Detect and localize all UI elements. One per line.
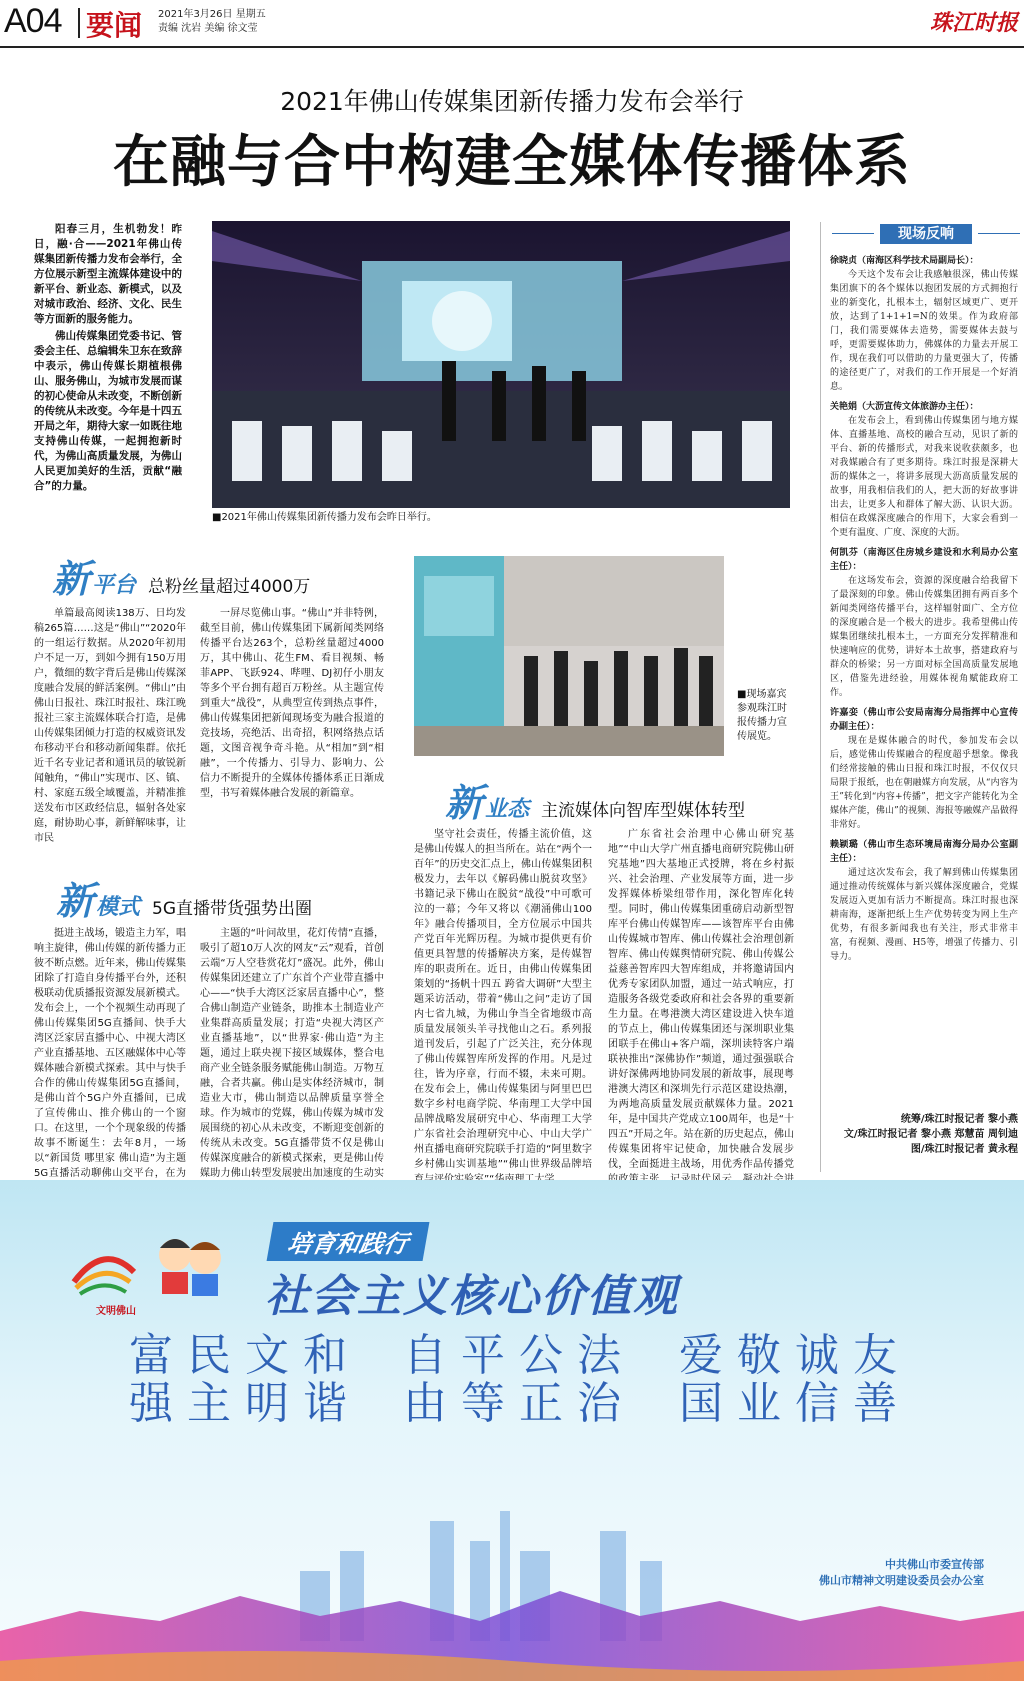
paper-logo: 珠江时报 <box>929 10 1018 36</box>
banner-sub: 培育和践行 <box>267 1222 430 1261</box>
platform-subhead <box>52 548 310 603</box>
value-word: 诚信 <box>795 1330 839 1429</box>
org-line-2: 佛山市精神文明建设委员会办公室 <box>819 1574 984 1587</box>
platform-text-2: 一屏尽览佛山事。“佛山”并非特例，截至目前，佛山传媒集团下属新闻类网络传播平台达263个，总粉丝量超过4000万，其中佛山、花生FM、看目视频、畅菲APP、飞跃924、哔哩、DJ初仔小朋友等多个平台拥有超百万粉丝。从主题宣传到重大“战役”，从典型宣传到热点事件，佛山传媒集团把新闻现场变为融合报道的竞技场，亮绝活、出奇招，积网络热点话题，文图音视争奇斗艳。从“相加”到“相融”，一个传播力、引导力、影响力、公信力不断提升的全媒体传播体系正日渐成型，书写着媒体融合发展的新篇章。 <box>200 608 384 799</box>
platform-subhead-tag: 平台 <box>92 573 137 598</box>
issue-date: 2021年3月26日 星期五 <box>158 9 266 20</box>
values-group-1 <box>122 1332 354 1428</box>
platform-col-1 <box>34 606 186 846</box>
page-number: A04 <box>4 2 62 40</box>
sidebar-body <box>830 250 1018 970</box>
photo1-caption: ■2021年佛山传媒集团新传播力发布会昨日举行。 <box>212 512 437 523</box>
kicker: 2021年佛山传媒集团新传播力发布会举行 <box>280 87 744 116</box>
business-col-1 <box>414 827 592 1169</box>
launch-event-photo <box>212 221 790 508</box>
reaction-entry <box>830 400 1018 540</box>
value-word: 富强 <box>129 1330 173 1429</box>
value-word: 文明 <box>245 1330 289 1429</box>
business-subhead-title: 主流媒体向智库型媒体转型 <box>541 801 746 821</box>
values-group-2 <box>396 1332 628 1428</box>
reaction-entry <box>830 838 1018 964</box>
sidebar-divider <box>820 222 821 1172</box>
sidebar-tag: 现场反响 <box>880 224 972 244</box>
reaction-entry <box>830 546 1018 700</box>
logo-text: 文明佛山 <box>96 1306 136 1317</box>
business-subhead-tag: 业态 <box>485 797 530 822</box>
banner-main: 社会主义核心价值观 <box>265 1271 679 1322</box>
reaction-text: 现在是媒体融合的时代，参加发布会以后，感觉佛山传媒融合的程度超乎想象。像我们经常接触的佛山日报和珠江时报，不仅仅只局限于报纸，也在朝融媒方向发展，从“内容为王”转化到“内容+传播”，把文字产能转化为全媒体产能，佛山”的视频、海报等融媒产品做得非常好。 <box>830 736 1018 830</box>
mode-subhead-title: 5G直播带货强势出圈 <box>152 899 313 919</box>
value-word: 法治 <box>577 1330 621 1429</box>
masthead-divider <box>78 8 80 38</box>
business-text-2: 广东省社会治理中心佛山研究基地”“中山大学广州直播电商研究院佛山研究基地”四大基地正式授牌，将在乡村振兴、社会治理、产业发展等方面，进一步发挥媒体桥梁纽带作用，深化智库化转型。同时，佛山传媒集团重磅启动新型智库平台佛山传媒智库——该智库平台由佛山传媒城市智库、佛山传媒社会治理创新智库、佛山传媒舆情研究院、佛山传媒公益慈善智库四大智库组成，并将邀请国内优秀专家团队加盟，通过一站式响应，打造服务各级党委政府和社会各界的重要新生力量。在粤港澳大湾区建设进入快车道的节点上，佛山传媒集团还与深圳职业集团联手在佛山+客户端，深圳读特客户端联袂推出“深佛协作”频道，通过强强联合讲好深佛两地协同发展的新故事，展现粤港澳大湾区和深圳先行示范区建设热潮，为两地高质量发展贡献媒体力量。2021年，是中国共产党成立100周年，也是“十四五”开局之年。站在新的历史起点，佛山传媒集团将牢记使命，加快融合发展步伐，全面挺进主战场，用优秀作品传播党 <box>608 829 794 1170</box>
intro-paragraph: 佛山传媒集团党委书记、管委会主任、总编辑朱卫东在致辞中表示，佛山传媒长期植根佛山、服务佛山，为城市发展而谋的初心使命从未改变，不断创新的传统从未改变。今年是十四五开局之年，期待大家一如既往地支持佛山传媒，一起拥抱新时代，为佛山高质量发展，为佛山人民更加美好的生活，贡献“融合”的力量。 <box>34 330 182 492</box>
lede-paragraph: 阳春三月，生机勃发！昨日，融·合——2021年佛山传媒集团新传播力发布会举行，全方位展示新型主流媒体建设中的新平台、新业态、新模式，以及对城市政治、经济、文化、民生等方面新的服务能力。 <box>34 223 182 325</box>
masthead <box>0 0 1024 48</box>
org-line-1: 中共佛山市委宣传部 <box>885 1558 984 1571</box>
lede-column <box>34 222 182 496</box>
mode-col-1 <box>34 926 186 1179</box>
reaction-entry <box>830 706 1018 832</box>
dateline <box>158 8 266 36</box>
value-word: 爱国 <box>679 1330 723 1429</box>
business-col-2 <box>608 827 794 1169</box>
mode-subhead-tag: 模式 <box>96 895 141 920</box>
value-word: 自由 <box>403 1330 447 1429</box>
reaction-text: 今天这个发布会让我感触很深，佛山传媒集团旗下的各个媒体以抱团发展的方式拥抱行业的新变化，扎根本土，辐射区域更广、更开放，达到了1+1+1=N的效果。作为政府部门，我们需要媒体去造势，需要媒体去鼓与呼，更需要媒体助力，佛媒体的力量去开展工作，现在我们可以借助的力量更强大了，传播的途径更广了，对我们的工作开展是一个好消息。 <box>830 270 1018 392</box>
value-word: 敬业 <box>737 1330 781 1429</box>
mode-col-2 <box>200 926 384 1179</box>
exhibition-photo <box>414 556 724 756</box>
platform-col-2 <box>200 606 384 846</box>
reaction-speaker: 何凯芬（南海区住房城乡建设和水利局办公室主任）： <box>830 548 1018 572</box>
platform-text-1: 单篇最高阅读138万、日均发稿265篇……这是“佛山”“2020年的一组运行数据。从2020年初用户不足一万，到如今拥有150万用户，微细的数字背后是佛山传媒深度融合发展的鲜活案例。“佛山”由佛山日报社、珠江时报社、珠江晚报社三家主流媒体联合打造，是佛山传媒集团倾力打造的权威资讯发布移动平台和移动新闻集群。依托近千名专业记者和通讯员的敏锐新闻触角，“佛山”实现市、区、镇、村、家庭五级全域覆盖，并精准推送发布市区政经信息，辐射各处家庭，耐协助心事，新鲜解味事，让市民 <box>34 608 186 844</box>
reaction-text: 通过这次发布会，我了解到佛山传媒集团通过推动传统媒体与新兴媒体深度融合，党媒发展迈入更加有活力不断提高。珠江时报也深耕南海，逐渐把纸上生产优势转变为网上生产优势，有很多新闻我也有关注，形式非常丰富，有视频、漫画、H5等，增强了传播力、引导力。 <box>830 868 1018 962</box>
reaction-sidebar <box>830 224 1018 1169</box>
core-values-banner <box>0 1180 1024 1681</box>
business-subhead <box>445 772 745 827</box>
value-word: 公正 <box>519 1330 563 1429</box>
business-text-1: 坚守社会责任，传播主流价值，这是佛山传媒人的担当所在。站在“两个一百年”的历史交汇点上，佛山传媒集团积极发力，去年以《解码佛山脱贫攻坚》书籍记录下佛山在脱贫“战役”中可歌可泣的一幕；今年又将以《潮涌佛山100年》融合传播项目，全方位展示中国共产党百年光辉历程。为城市提供更有价值更具智慧的传播解决方案，是传媒智库的职责所在。近日，由佛山传媒集团策划的“扬帆十四五 跨省大调研”大型主题采访活动，带着“佛山之问”走访了国内七省九城，为佛山争当全省地级市高质量发展领头羊寻找他山之石。系列报道刊发后，引起了广泛关注，充分体现了佛山传媒智库所发挥的作用。凡是过往，皆为序章，行而不辍，未来可期。在发布会上，佛山传媒集团与阿里巴巴数字乡村电商学院、华南理工大学中国品牌战略发展研究中心、华南理工大学广东省社会治理研究中心、中山大学广州直播电商研究院联手打造的“阿里数字乡村佛山实训基地”“佛山世界级品牌培 <box>414 829 592 1170</box>
credit-line: 统筹/珠江时报记者 黎小燕 <box>900 1114 1018 1125</box>
reaction-text: 在发布会上，看到佛山传媒集团与地方媒体、直播基地、高校的融合互动，见识了新的平台、新的传播形式，对我来说收获颇多，也对我媒融合有了更多期待。珠江时报是深耕大沥的媒体之一，将讲多展现大沥高质量发展的故事，用我相信我们的人，把大沥的好故事讲出去，让更多人和群体了解大沥、认识大沥。相信在政媒深度融合的作用下，大家会看到一个更有温度、广度、深度的大沥。 <box>830 416 1018 538</box>
reaction-speaker: 许嘉娈（佛山市公安局南海分局指挥中心宣传办副主任）： <box>830 708 1018 732</box>
value-word: 民主 <box>187 1330 231 1429</box>
value-word: 友善 <box>853 1330 897 1429</box>
credits <box>778 1112 1018 1157</box>
editors-line: 责编 沈岩 美编 徐文莹 <box>158 23 258 34</box>
mode-subhead <box>56 870 312 925</box>
reaction-speaker: 关艳娟（大沥宣传文体旅游办主任）： <box>830 402 979 412</box>
reaction-speaker: 徐晓贞（南海区科学技术局副局长）： <box>830 256 979 266</box>
photo2-caption: ■现场嘉宾参观珠江时报传播力宣传展览。 <box>737 689 787 742</box>
business-subhead-new: 新 <box>445 780 484 825</box>
mode-text-2: 主题的“叶问故里，花灯传情”直播，吸引了超10万人次的网友“云”观看，首创云端“万人空巷赏花灯”盛况。此外，佛山传媒集团还建立了广东首个产业带直播中心——“快手大湾区泛家居直播中心”，整合佛山制造产业链条，助推本土制造业产业集群高质量发展；打造“央视大湾区产业直播基地”，以“世界家·佛山造”为主题，通过上联央视下接区域媒体，整合电商产业全链条服务赋能佛山制造。万物互融，合者共赢。佛山是实体经济城市，制造业大市，佛山制造以品牌质量享誉全球。作为城市的党媒，佛山传媒为城市发展围绕的初心从未改变，不断迎变创新的传统从未改变。5G直播带货不仅是佛山传媒深度融合的新模式探索，更是佛山传媒助力佛山转型发展驶出加速度的生动实 <box>200 928 384 1179</box>
headline: 在融与合中构建全媒体传播体系 <box>113 130 911 195</box>
wenming-logo <box>64 1242 144 1302</box>
reaction-speaker: 赖颖璐（佛山市生态环境局南海分局办公室副主任）： <box>830 840 1018 864</box>
mode-text-1: 挺进主战场，锻造主力军，唱响主旋律，佛山传媒的新传播力正彼不断点燃。近年来，佛山传媒集团除了打造自身传播平台外，还积极联动优质播报资源发展新模式。发布会上，一个个视频生动再现了佛山传媒集团5G直播间、快手大湾区泛家居直播中心、中视大湾区产业直播基地、五区融媒体中心等媒体融合新模式探索。其中与快手合作的佛山传媒集团5G直播间，是佛山首个5G户外直播间，已成了宣传佛山、推介佛山的一个窗口。在这里，一个个现象级的传播故事不断诞生：去年8月，一场以“新国货 哪里家 佛山造”为主题5G直播活动聊佛山交平台，在为 <box>34 928 186 1179</box>
mascot-icon <box>150 1230 230 1300</box>
value-word: 和谐 <box>303 1330 347 1429</box>
platform-subhead-new: 新 <box>52 556 91 601</box>
value-word: 平等 <box>461 1330 505 1429</box>
section-title: 要闻 <box>86 9 143 42</box>
city-skyline <box>0 1501 1024 1681</box>
platform-subhead-title: 总粉丝量超过4000万 <box>148 577 311 597</box>
credit-line: 文/珠江时报记者 黎小燕 郑慧苗 周钊迪 <box>843 1129 1018 1140</box>
values-group-3 <box>672 1332 904 1428</box>
credit-line: 图/珠江时报记者 黄永程 <box>910 1144 1018 1155</box>
reaction-entry <box>830 254 1018 394</box>
reaction-text: 在这场发布会，资源的深度融合给我留下了最深刻的印象。佛山传媒集团拥有两百多个新闻类网络传播平台，这样辐射面广、全方位的深度融合是一个极大的进步。我希望佛山传媒集团继续扎根本土，一方面充分发挥精准和快速响应的优势，讲好本土故事，搭建政府与群众的桥梁；另一方面对标全国高质量发展地区，借鉴先进经验，用媒体视角赋能政府工作。 <box>830 576 1018 698</box>
mode-subhead-new: 新 <box>56 878 95 923</box>
